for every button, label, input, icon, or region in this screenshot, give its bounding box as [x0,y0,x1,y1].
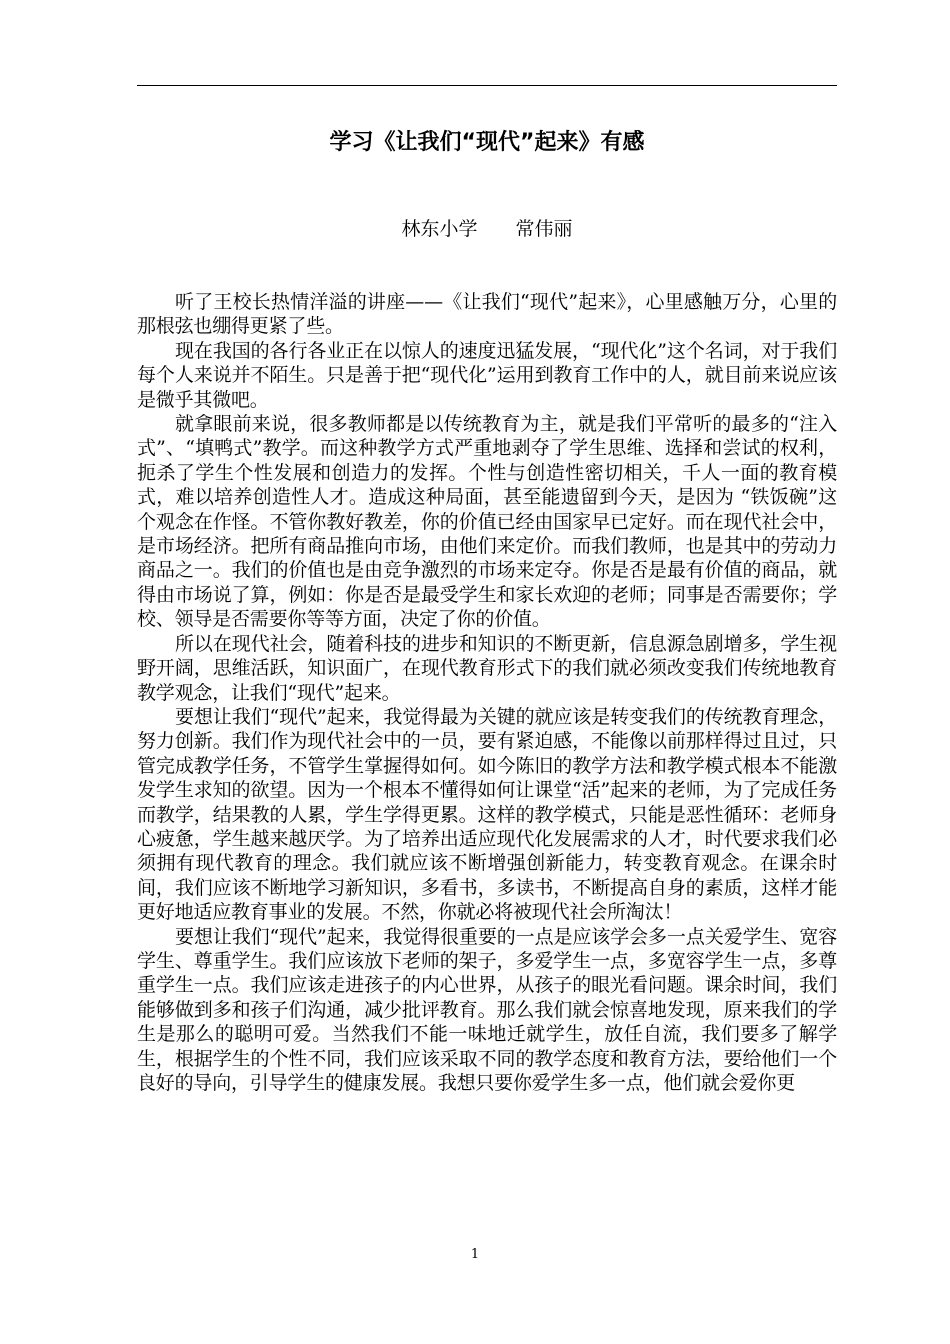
article-body [137,290,837,1095]
author-name: 常伟丽 [515,218,573,240]
paragraph: 现在我国的各行各业正在以惊人的速度迅猛发展，“现代化”这个名词，对于我们每个人来说并不陌生。只是善于把“现代化”运用到教育工作中的人，就目前来说应该是微乎其微吧。 [137,339,837,411]
document-title: 学习《让我们“现代”起来》有感 [329,130,645,155]
paragraph: 听了王校长热情洋溢的讲座——《让我们“现代”起来》，心里感触万分，心里的那根弦也绷得更紧了些。 [137,291,837,338]
paragraph: 所以在现代社会，随着科技的进步和知识的不断更新，信息源急剧增多，学生视野开阔，思维活跃，知识面广，在现代教育形式下的我们就必须改变我们传统地教育教学观念，让我们“现代”起来。 [137,632,837,704]
page-number: 1 [470,1247,480,1262]
author-line [137,215,837,243]
paragraph: 就拿眼前来说，很多教师都是以传统教育为主，就是我们平常听的最多的“注入式”、“填鸭式”教学。而这种教学方式严重地剥夺了学生思维、选择和尝试的权利，扼杀了学生个性发展和创造力的发挥。个性与创造性密切相关，千人一面的教育模式，难以培养创造性人才。造成这种局面，甚至能遗留到今天，是因为 “铁饭碗”这个观念在作怪。不管你教好教差，你的价值已经由国家早已定好。而在现代社会中，是市场经济。把所有商品推向市场，由他们来定价。而我们教师，也是其中的劳动力商品之一。我们的价值也是由竞争激烈的市场来定夺。你是否是最有价值的商品，就得由市场说了算，例如：你是否是最受学生和家长欢迎的老师；同事是否需要你；学校、领导是否需要你等等方面，决定了你的价值。 [137,413,837,631]
author-school: 林东小学 [401,218,478,240]
paragraph: 要想让我们“现代”起来，我觉得很重要的一点是应该学会多一点关爱学生、宽容学生、尊重学生。我们应该放下老师的架子，多爱学生一点，多宽容学生一点，多尊重学生一点。我们应该走进孩子的内心世界，从孩子的眼光看问题。课余时间，我们能够做到多和孩子们沟通，减少批评教育。那么我们就会惊喜地发现，原来我们的学生是那么的聪明可爱。当然我们不能一味地迁就学生，放任自流，我们要多了解学生，根据学生的个性不同，我们应该采取不同的教学态度和教育方法，要给他们一个良好的导向，引导学生的健康发展。我想只要你爱学生多一点，他们就会爱你更 [137,925,837,1094]
header-rule [137,85,837,86]
paragraph: 要想让我们“现代”起来，我觉得最为关键的就应该是转变我们的传统教育理念，努力创新。我们作为现代社会中的一员，要有紧迫感，不能像以前那样得过且过，只管完成教学任务，不管学生掌握得如何。如今陈旧的教学方法和教学模式根本不能激发学生求知的欲望。因为一个根本不懂得如何让课堂“活”起来的老师，为了完成任务而教学，结果教的人累，学生学得更累。这样的教学模式，只能是恶性循环：老师身心疲惫，学生越来越厌学。为了培养出适应现代化发展需求的人才，时代要求我们必须拥有现代教育的理念。我们就应该不断增强创新能力，转变教育观念。在课余时间，我们应该不断地学习新知识，多看书，多读书，不断提高自身的素质，这样才能更好地适应教育事业的发展。不然，你就必将被现代社会所淘汰！ [137,705,837,924]
